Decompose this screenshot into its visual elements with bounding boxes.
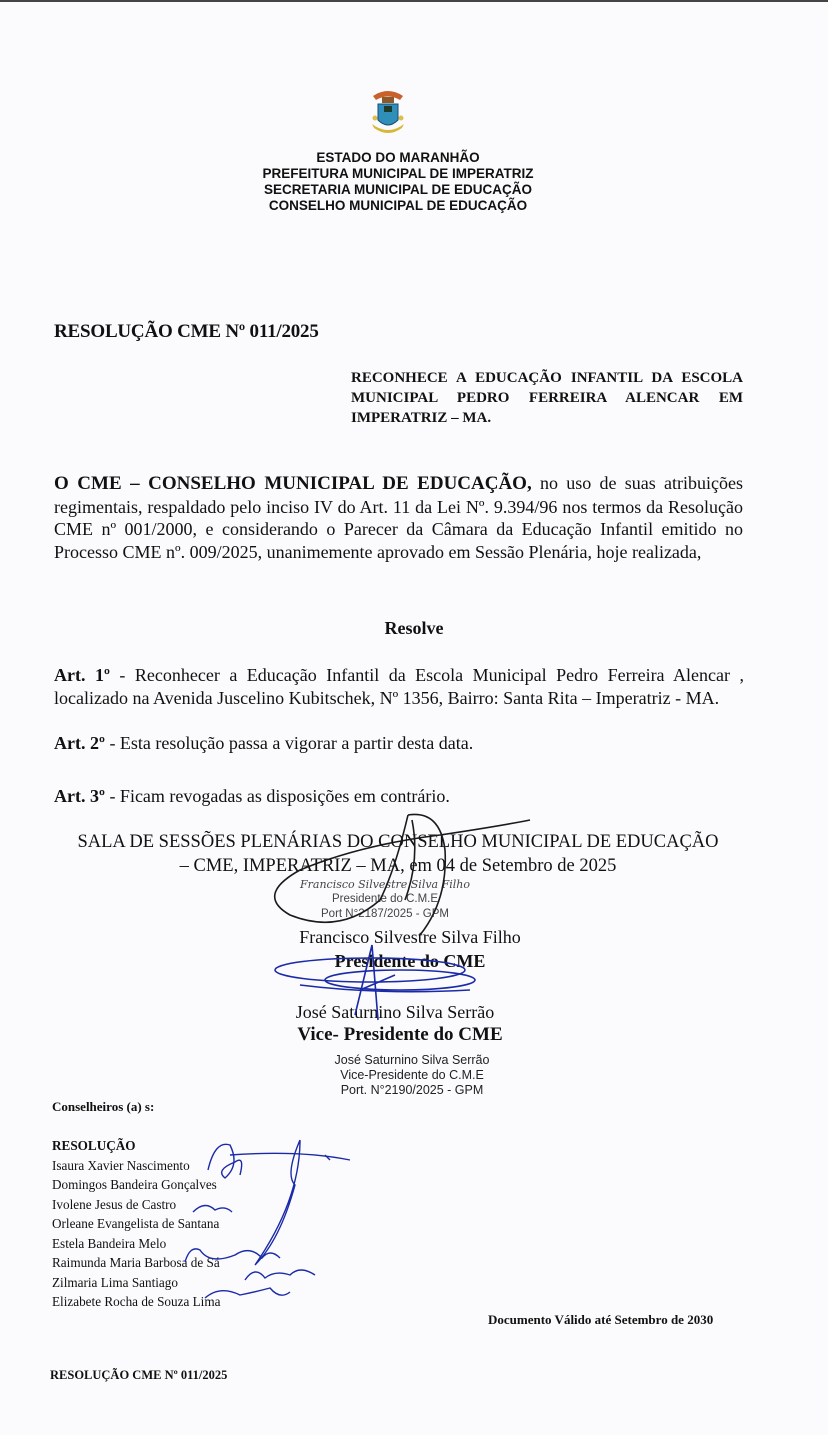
councilor-name: Isaura Xavier Nascimento — [52, 1157, 190, 1173]
vice-president-role: Vice- Presidente do CME — [297, 1024, 503, 1045]
councilor-name: Domingos Bandeira Gonçalves — [52, 1177, 217, 1192]
councilor-name: Zilmaria Lima Santiago — [52, 1274, 178, 1290]
preamble — [54, 472, 743, 563]
stamp-signature-text: Francisco Silvestre Silva Filho — [300, 878, 470, 891]
stamp-portaria: Port. N°2190/2025 - GPM — [340, 1083, 484, 1097]
closing-location-date — [40, 830, 756, 878]
article-2 — [54, 732, 744, 755]
councilors-label: Conselheiros (a) s: — [52, 1099, 155, 1114]
institution-header — [200, 150, 596, 214]
councilor-name: Elizabete Rocha de Souza Lima — [52, 1294, 221, 1309]
stamp-role: Presidente do C.M.E — [331, 893, 439, 905]
header-line-state: ESTADO DO MARANHÃO — [316, 150, 480, 165]
closing-line-2: – CME, IMPERATRIZ – MA, em 04 de Setembro de 2025 — [179, 856, 617, 876]
article-text: - Reconhecer a Educação Infantil da Escola Municipal Pedro Ferreira Alencar , localizado na Avenida Juscelino Kubitschek, Nº 1356, Bairro: Santa Rita – Imperatriz - MA. — [54, 665, 744, 708]
resolve-heading: Resolve — [384, 618, 444, 638]
president-role: Presidente do CME — [334, 951, 486, 971]
header-line-council: CONSELHO MUNICIPAL DE EDUCAÇÃO — [268, 198, 528, 213]
councilors-heading: RESOLUÇÃO — [52, 1138, 136, 1153]
stamp-role: Vice-Presidente do C.M.E — [340, 1068, 484, 1082]
councilor-name: Raimunda Maria Barbosa de Sá — [52, 1255, 220, 1270]
article-3 — [54, 785, 744, 808]
article-text: - Esta resolução passa a vigorar a partir desta data. — [104, 733, 474, 753]
top-border — [0, 0, 828, 2]
vice-president-stamp — [300, 1053, 524, 1098]
councilor-name: Orleane Evangelista de Santana — [52, 1216, 220, 1231]
preamble-text: no uso de suas atribuições regimentais, respaldado pelo inciso IV do Art. 11 da Lei Nº. 9.394/96 nos termos da Resolução CME nº 001/2000, e considerando o Parecer da Câmara da Educação Infantil emitido no Processo CME nº. 009/2025, unanimemente aprovado em Sessão Plenária, hoje realizada, — [54, 473, 743, 562]
header-line-prefecture: PREFEITURA MUNICIPAL DE IMPERATRIZ — [262, 166, 534, 181]
preamble-lead: O CME – CONSELHO MUNICIPAL DE EDUCAÇÃO, — [54, 473, 532, 494]
councilors-list — [52, 1136, 220, 1312]
councilor-name: Estela Bandeira Melo — [52, 1235, 167, 1251]
validity-note: Documento Válido até Setembro de 2030 — [488, 1312, 714, 1327]
resolution-title: RESOLUÇÃO CME Nº 011/2025 — [54, 321, 319, 342]
stamp-name: José Saturnino Silva Serrão — [334, 1053, 490, 1067]
president-stamp — [260, 878, 510, 922]
article-label: Art. 2º — [54, 733, 105, 753]
resolution-summary: RECONHECE A EDUCAÇÃO INFANTIL DA ESCOLA MUNICIPAL PEDRO FERREIRA ALENCAR EM IMPERATRIZ – MA. — [351, 370, 743, 426]
article-label: Art. 3º — [54, 786, 105, 806]
article-label: Art. 1º — [54, 665, 110, 685]
coat-of-arms-icon — [370, 88, 406, 136]
president-name: Francisco Silvestre Silva Filho — [299, 927, 521, 947]
footer-reference: RESOLUÇÃO CME Nº 011/2025 — [50, 1368, 228, 1382]
vice-president-name: José Saturnino Silva Serrão — [295, 1002, 495, 1022]
councilor-name: Ivolene Jesus de Castro — [52, 1196, 177, 1212]
stamp-portaria: Port N°2187/2025 - GPM — [321, 908, 449, 920]
closing-line-1: SALA DE SESSÕES PLENÁRIAS DO CONSELHO MUNICIPAL DE EDUCAÇÃO — [77, 832, 719, 852]
article-1 — [54, 664, 744, 709]
article-text: - Ficam revogadas as disposições em contrário. — [104, 786, 450, 806]
header-line-secretariat: SECRETARIA MUNICIPAL DE EDUCAÇÃO — [263, 182, 532, 197]
